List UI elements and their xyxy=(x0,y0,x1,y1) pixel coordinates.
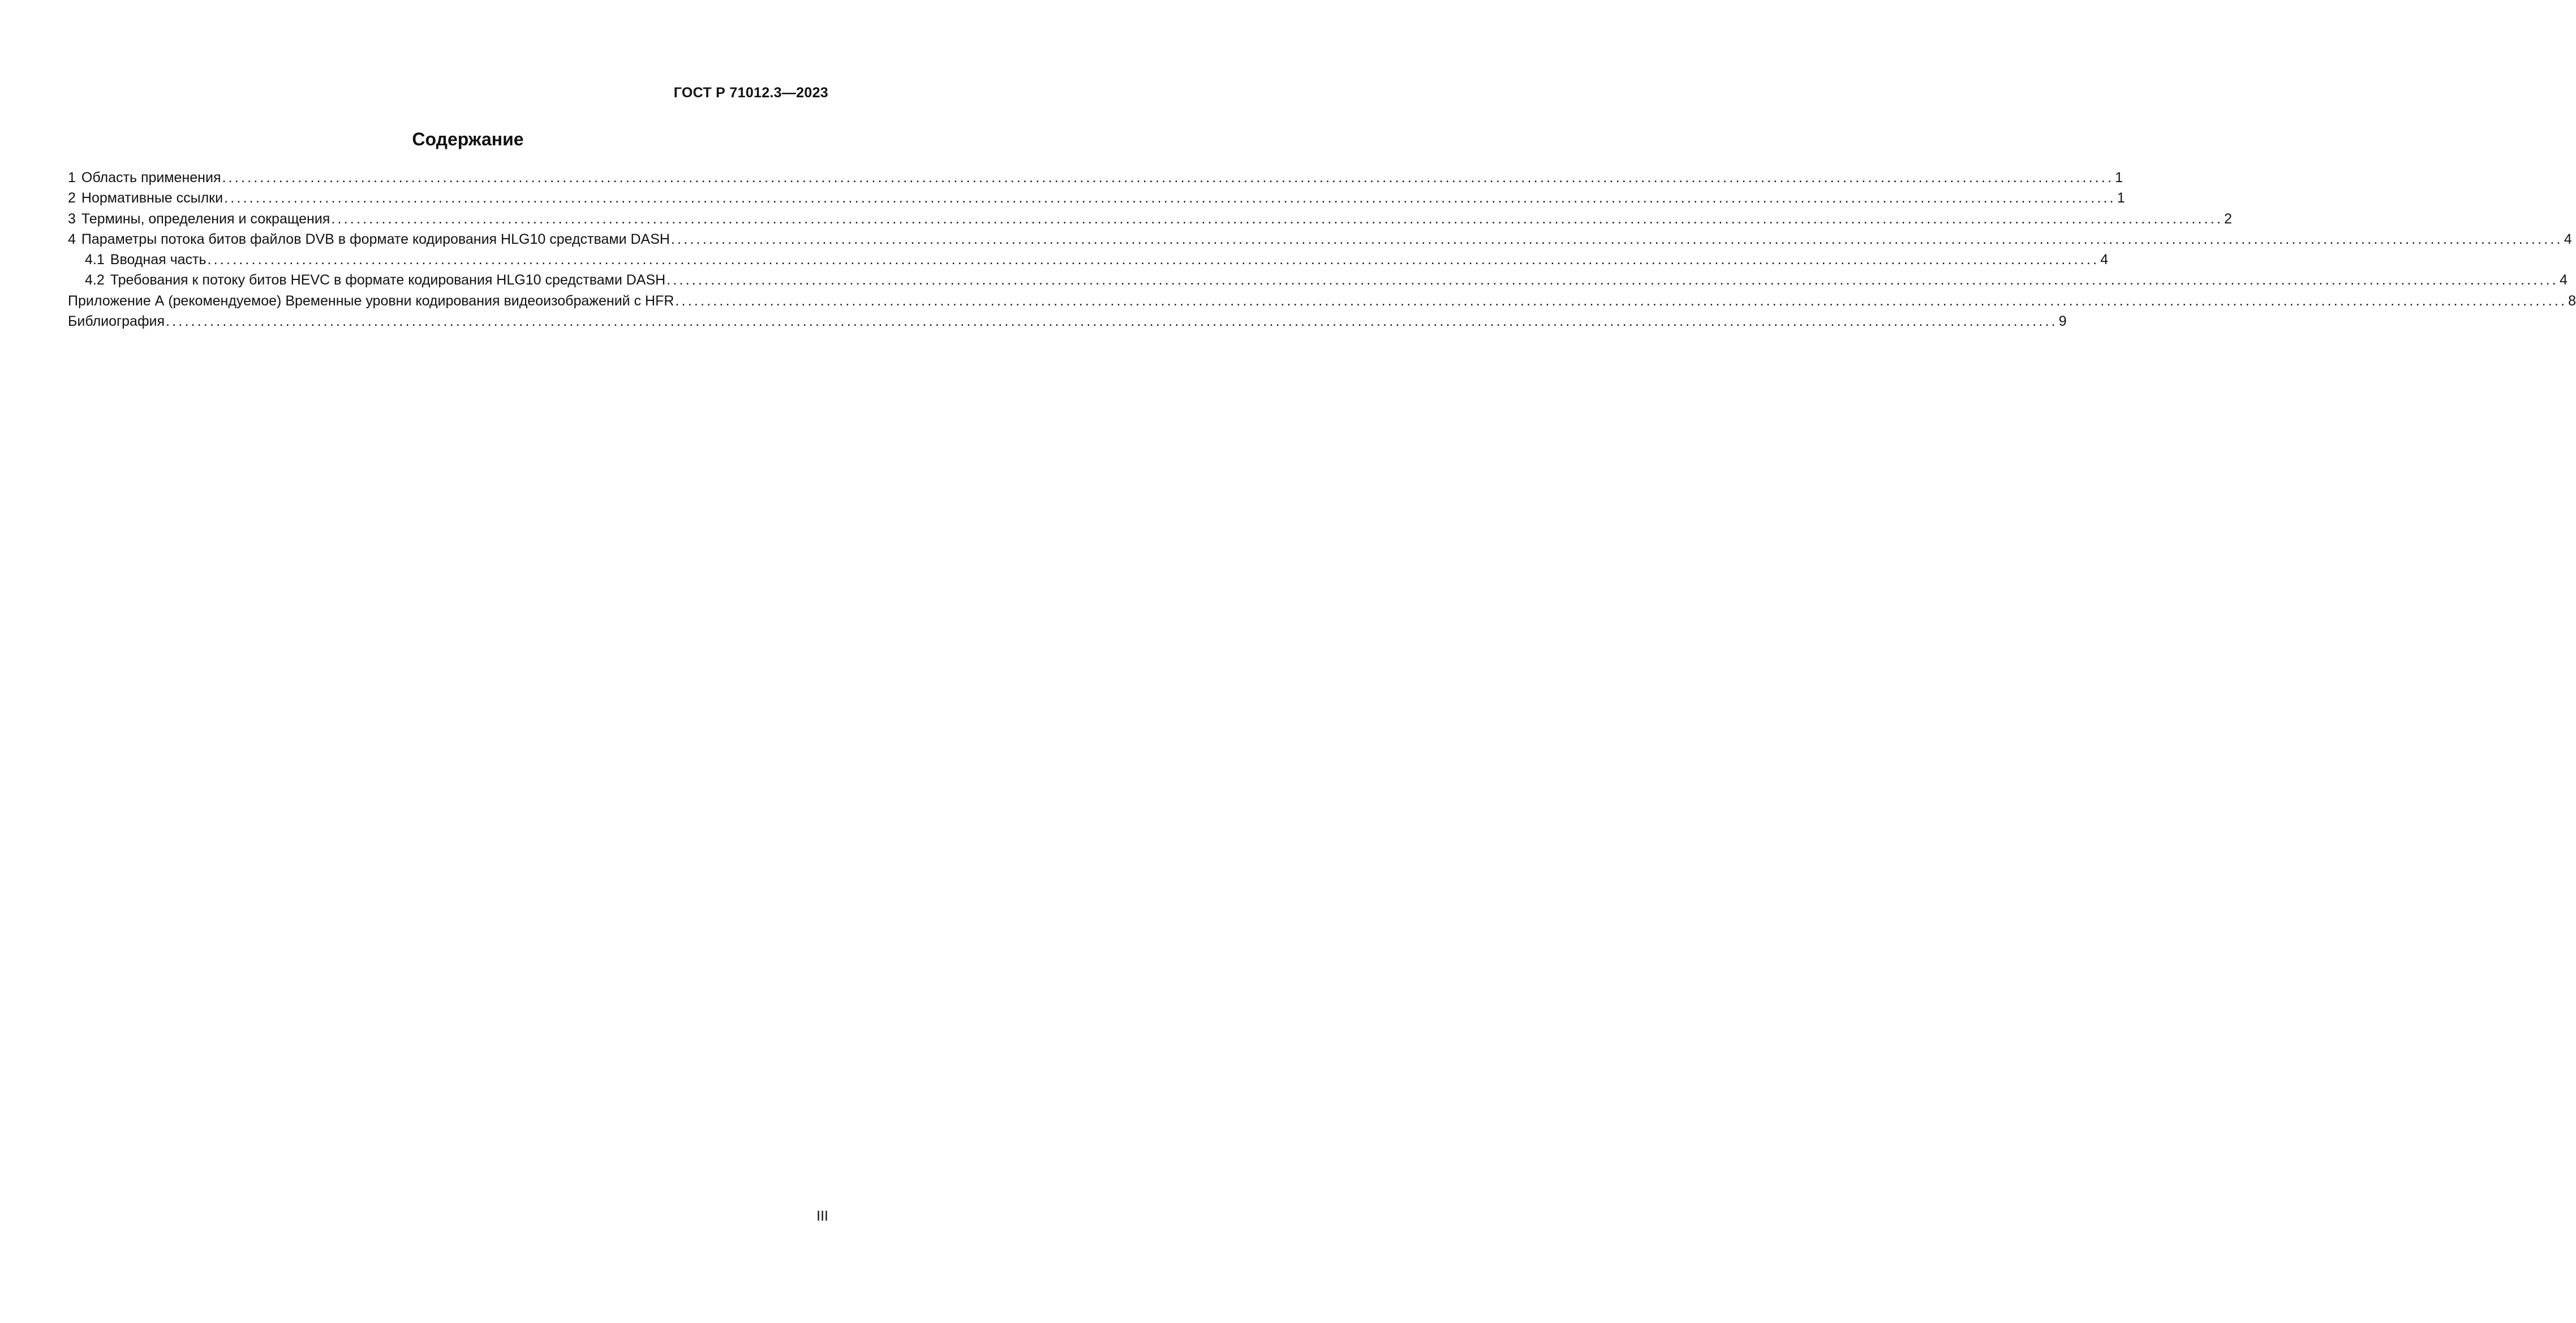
toc-entry-page: 1 xyxy=(2117,190,2125,206)
toc-entry-number: 2 xyxy=(68,190,76,206)
toc-entry-appendix-a[interactable] xyxy=(68,291,2576,311)
toc-entry-page: 1 xyxy=(2115,170,2123,186)
toc-entry-number: 4.2 xyxy=(85,272,105,288)
table-of-contents xyxy=(68,167,2576,331)
toc-entry-title: Параметры потока битов файлов DVB в формате кодирования HLG10 средствами DASH xyxy=(81,231,670,247)
toc-entry-page: 4 xyxy=(2564,231,2572,247)
toc-entry-4-2[interactable] xyxy=(68,270,2568,290)
toc-dot-leader: ............................................................................................................................................................................................................................................................................................................ xyxy=(331,210,2224,227)
toc-entry-page: 4 xyxy=(2100,252,2109,268)
toc-dot-leader: ............................................................................................................................................................................................................................................................................................................ xyxy=(224,190,2116,206)
toc-entry-title: Термины, определения и сокращения xyxy=(81,210,330,227)
toc-entry-title: Область применения xyxy=(81,170,221,186)
toc-dot-leader: ............................................................................................................................................................................................................................................................................................................ xyxy=(675,292,2568,309)
toc-entry-number: 1 xyxy=(68,170,76,186)
toc-dot-leader: ............................................................................................................................................................................................................................................................................................................ xyxy=(166,313,2058,330)
toc-dot-leader: ............................................................................................................................................................................................................................................................................................................ xyxy=(666,272,2558,288)
toc-entry-page: 8 xyxy=(2568,292,2576,309)
toc-entry-title: Вводная часть xyxy=(110,252,207,268)
document-code: ГОСТ Р 71012.3—2023 xyxy=(673,85,828,101)
toc-dot-leader: ............................................................................................................................................................................................................................................................................................................ xyxy=(207,252,2100,268)
toc-entry-number: 4 xyxy=(68,231,76,247)
toc-entry-title: Приложение А (рекомендуемое) Временные уровни кодирования видеоизображений с HFR xyxy=(68,292,674,309)
toc-entry-title: Требования к потоку битов HEVC в формате кодирования HLG10 средствами DASH xyxy=(110,272,666,288)
toc-dot-leader: ............................................................................................................................................................................................................................................................................................................ xyxy=(222,170,2114,186)
toc-entry-number: 4.1 xyxy=(85,252,105,268)
toc-entry-bibliography[interactable] xyxy=(68,311,2067,331)
toc-entry-3[interactable] xyxy=(68,209,2233,229)
toc-entry-page: 4 xyxy=(2559,272,2568,288)
page-number: III xyxy=(816,1208,828,1224)
toc-dot-leader: ............................................................................................................................................................................................................................................................................................................ xyxy=(670,231,2563,247)
toc-heading: Содержание xyxy=(412,129,524,149)
toc-entry-number: 3 xyxy=(68,210,76,227)
toc-entry-title: Нормативные ссылки xyxy=(81,190,223,206)
toc-entry-2[interactable] xyxy=(68,188,2125,208)
toc-entry-1[interactable] xyxy=(68,167,2123,188)
toc-entry-page: 2 xyxy=(2224,210,2233,227)
toc-entry-4-1[interactable] xyxy=(68,249,2109,270)
toc-entry-page: 9 xyxy=(2058,313,2067,330)
toc-entry-title: Библиография xyxy=(68,313,165,330)
toc-entry-4[interactable] xyxy=(68,229,2572,249)
